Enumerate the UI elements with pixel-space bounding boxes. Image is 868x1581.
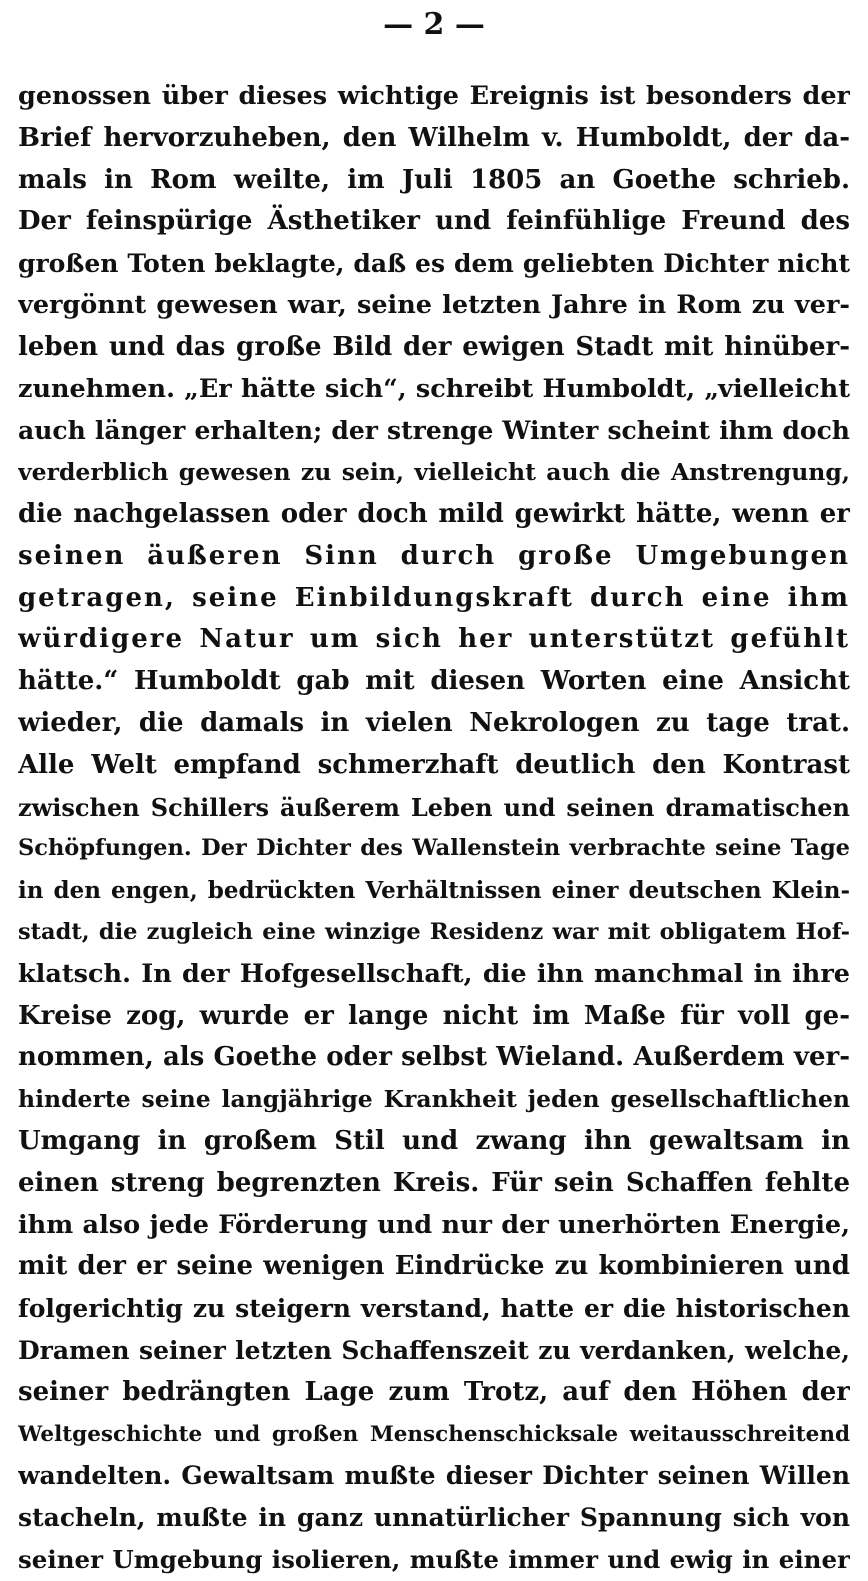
text-line: in den engen, bedrückten Verhältnissen einer deutschen Klein- <box>18 877 850 905</box>
text-line: stacheln, mußte in ganz unnatürlicher Spannung sich von <box>18 1503 850 1533</box>
text-line: großen Toten beklagte, daß es dem geliebten Dichter nicht <box>18 249 850 279</box>
text-line: Der feinspürige Ästhetiker und feinfühlige Freund des <box>18 206 850 237</box>
text-line: folgerichtig zu steigern verstand, hatte er die historischen <box>18 1294 850 1324</box>
text-line: nommen, als Goethe oder selbst Wieland. Außerdem ver- <box>18 1042 850 1073</box>
text-line: einen streng begrenzten Kreis. Für sein Schaffen fehlte <box>18 1167 850 1198</box>
text-line: Umgang in großem Stil und zwang ihn gewaltsam in <box>18 1125 850 1156</box>
text-line: vergönnt gewesen war, seine letzten Jahre in Rom zu ver- <box>18 289 850 320</box>
text-line: Weltgeschichte und großen Menschenschicksale weitausschreitend <box>18 1421 850 1447</box>
text-line: mit der er seine wenigen Eindrücke zu kombinieren und <box>18 1251 850 1282</box>
text-line: getragen, seine Einbildungskraft durch eine ihm <box>18 582 850 613</box>
text-line: seiner Umgebung isolieren, mußte immer und ewig in einer <box>18 1544 850 1574</box>
text-line: wandelten. Gewaltsam mußte dieser Dichter seinen Willen <box>18 1461 850 1491</box>
text-line: leben und das große Bild der ewigen Stadt mit hinüber- <box>18 331 850 362</box>
text-line: seinen äußeren Sinn durch große Umgebungen <box>18 540 850 571</box>
text-line: genossen über dieses wichtige Ereignis ist besonders der <box>18 81 850 111</box>
text-line: würdigere Natur um sich her unterstützt gefühlt <box>18 624 850 655</box>
text-line: zunehmen. „Er hätte sich“, schreibt Humboldt, „vielleicht <box>18 373 850 404</box>
text-line: die nachgelassen oder doch mild gewirkt hätte, wenn er <box>18 498 850 529</box>
text-line: auch länger erhalten; der strenge Winter scheint ihm doch <box>18 416 850 446</box>
text-line: verderblich gewesen zu sein, vielleicht auch die Anstrengung, <box>18 458 850 487</box>
page-number: — 2 — <box>383 7 485 42</box>
text-line: stadt, die zugleich eine winzige Residenz war mit obligatem Hof- <box>18 918 850 945</box>
text-line: hinderte seine langjährige Krankheit jeden gesellschaftlichen <box>18 1085 850 1114</box>
text-line: klatsch. In der Hofgesellschaft, die ihn manchmal in ihre <box>18 958 850 989</box>
text-line: hätte.“ Humboldt gab mit diesen Worten eine Ansicht <box>18 666 850 697</box>
text-line: mals in Rom weilte, im Juli 1805 an Goethe schrieb. <box>18 164 850 195</box>
text-line: zwischen Schillers äußerem Leben und seinen dramatischen <box>18 792 850 822</box>
text-line: Brief hervorzuheben, den Wilhelm v. Humboldt, der da- <box>18 122 850 153</box>
body-text <box>18 76 850 1581</box>
text-line: seiner bedrängten Lage zum Trotz, auf den Höhen der <box>18 1376 850 1407</box>
text-line: Dramen seiner letzten Schaffenszeit zu verdanken, welche, <box>18 1335 850 1365</box>
text-line: Alle Welt empfand schmerzhaft deutlich den Kontrast <box>18 749 850 780</box>
text-line: Schöpfungen. Der Dichter des Wallenstein verbrachte seine Tage <box>18 835 850 862</box>
text-line: Kreise zog, wurde er lange nicht im Maße für voll ge- <box>18 1000 850 1031</box>
text-line: wieder, die damals in vielen Nekrologen zu tage trat. <box>18 707 850 738</box>
text-line: ihm also jede Förderung und nur der unerhörten Energie, <box>18 1209 850 1240</box>
